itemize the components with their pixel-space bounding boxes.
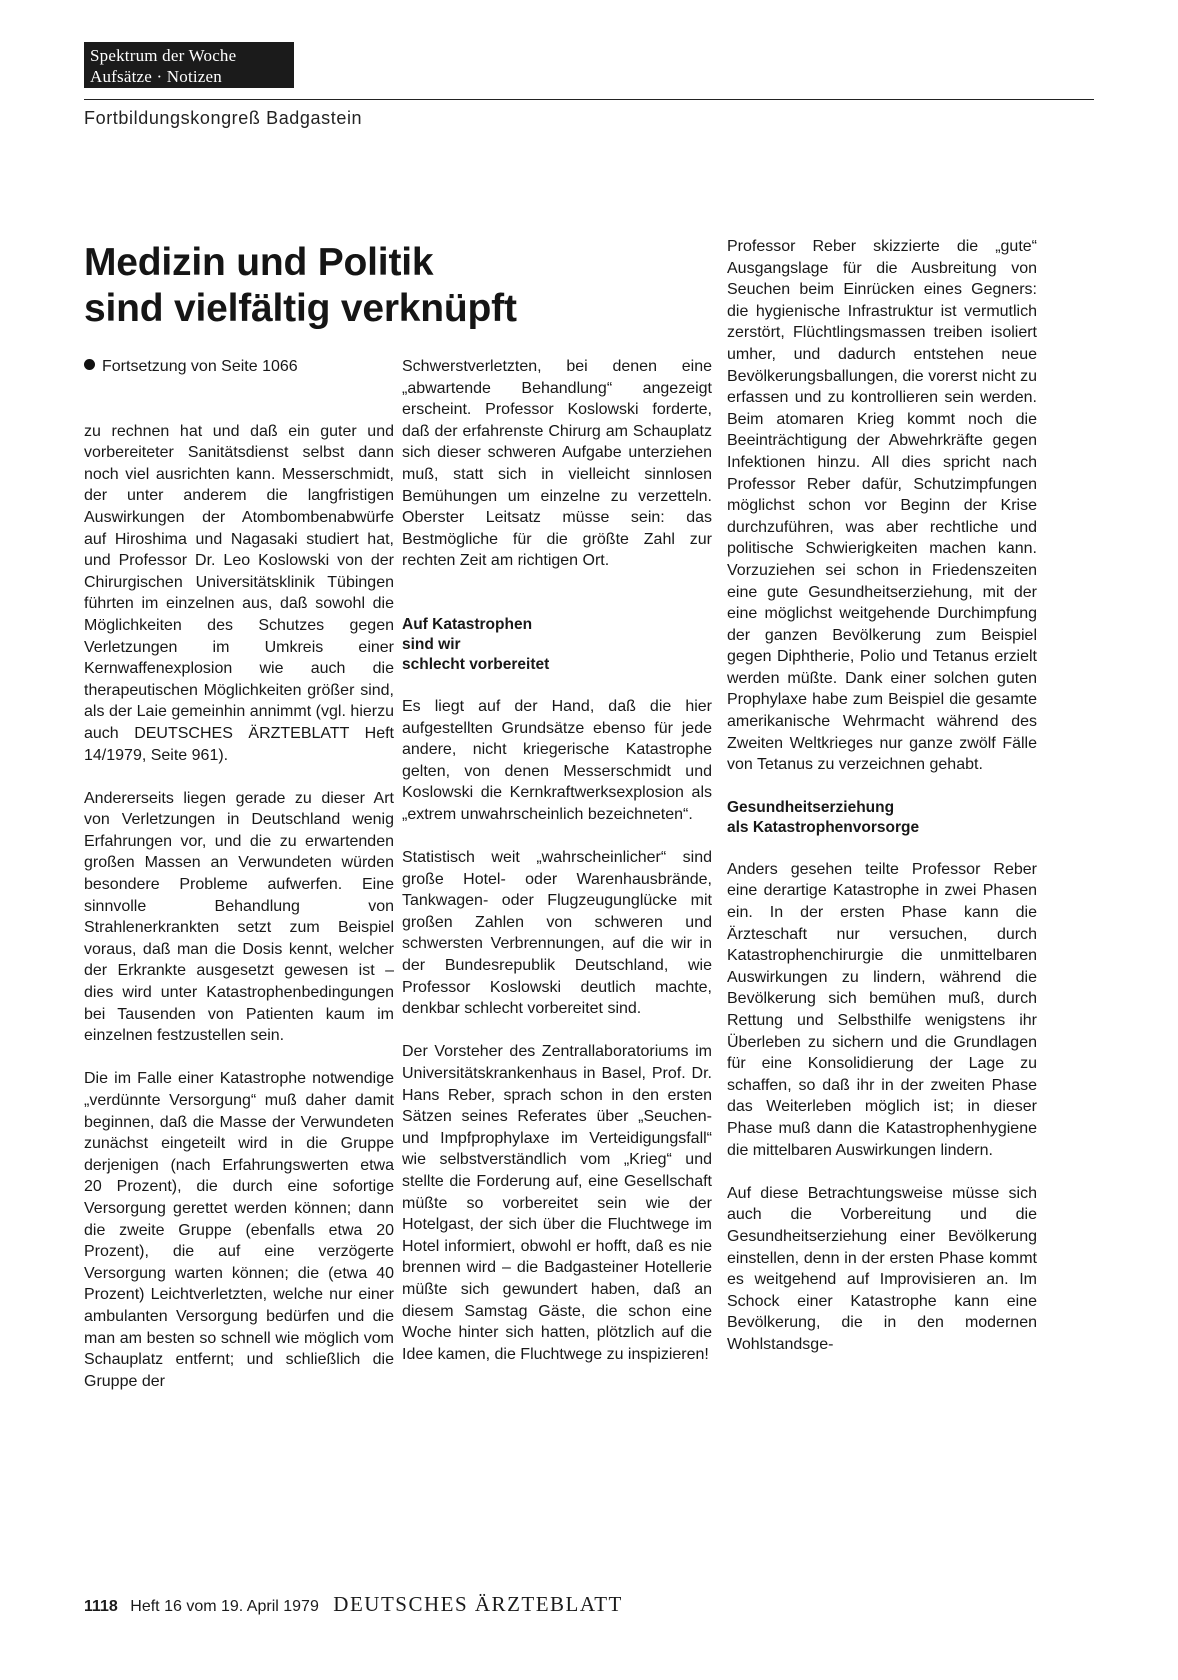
continuation-note	[84, 356, 394, 378]
column-3	[727, 236, 1037, 1377]
section-sublabel: Aufsätze · Notizen	[90, 67, 222, 86]
subheading-line: als Katastrophenvorsorge	[727, 818, 920, 836]
page-number: 1118	[84, 1598, 118, 1615]
subheading	[727, 798, 1037, 838]
paragraph: Statistisch weit „wahrscheinlicher“ sind große Hotel- oder Warenhausbrände, Tankwagen- oder Flugzeugunglücke mit großen Zahlen von schweren und schwersten Verbrennungen, auf die wir in der Bundesrepublik Deutschland, wie Professor Koslowski deutlich machte, denkbar schlecht vorbereitet sind.	[402, 849, 712, 1018]
column-1	[84, 356, 394, 1414]
bullet-icon	[84, 359, 95, 370]
section-badge	[84, 42, 294, 88]
page-footer	[84, 1592, 623, 1617]
subheading-line: Gesundheitserziehung	[727, 798, 895, 816]
paragraph: zu rechnen hat und daß ein guter und vorbereiteter Sanitätsdienst selbst dann noch viel ausrichten kann. Messerschmidt, der unter anderem die langfristigen Auswirkungen der Atombombenabwürfe auf Hiroshima und Nagasaki studiert hat, und Professor Dr. Leo Koslowski von der Chirurgischen Universitätsklinik Tübingen führten im einzelnen aus, daß sowohl die Möglichkeiten des Schutzes gegen Verletzungen im Umkreis einer Kernwaffenexplosion wie auch die therapeutischen Möglichkeiten größer sind, als der Laie gemeinhin annimmt (vgl. hierzu auch DEUTSCHES ÄRZTEBLATT Heft 14/1979, Seite 961).	[84, 422, 394, 764]
headline	[84, 240, 704, 332]
headline-line-1: Medizin und Politik	[84, 241, 434, 284]
headline-line-2: sind vielfältig verknüpft	[84, 287, 517, 330]
section-label: Spektrum der Woche	[90, 46, 237, 65]
paragraph: Auf diese Betrachtungsweise müsse sich auch die Vorbereitung und die Gesundheitserziehung einer Bevölkerung einstellen, denn in der ersten Phase kommt es weitgehend auf Improvisieren an. Im Schock einer Katastrophe kann eine Bevölkerung, die in den modernen Wohlstandsge-	[727, 1184, 1037, 1353]
column-2	[402, 356, 712, 1387]
subheading-line: sind wir	[402, 635, 461, 653]
kicker: Fortbildungskongreß Badgastein	[84, 108, 363, 128]
issue-info: Heft 16 vom 19. April 1979	[130, 1598, 319, 1615]
journal-name: DEUTSCHES ÄRZTEBLATT	[333, 1592, 623, 1616]
paragraph: Schwerstverletzten, bei denen eine „abwartende Behandlung“ angezeigt erscheint. Professor Koslowski forderte, daß der erfahrenste Chirurg am Schauplatz sich dieser schweren Aufgabe unterziehen muß, statt sich in vielleicht sinnlosen Bemühungen um einzelne zu verzetteln. Oberster Leitsatz müsse sein: das Bestmögliche für die größte Zahl zur rechten Zeit am richtigen Ort.	[402, 358, 712, 570]
paragraph: Professor Reber skizzierte die „gute“ Ausgangslage für die Ausbreitung von Seuchen beim Einrücken eines Gegners: die hygienische Infrastruktur ist vermutlich zerstört, Flüchtlingsmassen treiben isoliert umher, und dadurch entstehen neue Bevölkerungsballungen, die vorerst nicht zu erfassen und zu kontrollieren sein werden. Beim atomaren Krieg kommt noch die Beeinträchtigung der Abwehrkräfte gegen Infektionen hinzu. All dies spricht nach Professor Reber dafür, Schutzimpfungen möglichst schon vor Beginn der Krise durchzuführen, was aber rechtliche und politische Schwierigkeiten machen kann. Vorzuziehen sei schon in Friedenszeiten eine gute Gesundheitserziehung, mit der eine möglichst weitgehende Durchimpfung der ganzen Bevölkerung zum Beispiel gegen Diphtherie, Polio und Tetanus erzielt werden müßte. Dank einer solchen guten Prophylaxe habe zum Beispiel die gesamte amerikanische Wehrmacht während des Zweiten Weltkrieges nur ganze zwölf Fälle von Tetanus zu verzeichnen gehabt.	[727, 238, 1037, 774]
paragraph: Die im Falle einer Katastrophe notwendige „verdünnte Versorgung“ muß daher damit beginnen, daß die Masse der Verwundeten zunächst eingeteilt wird in die Gruppe derjenigen (nach Erfahrungswerten etwa 20 Prozent), die durch eine sofortige Versorgung gerettet werden können; dann die zweite Gruppe (ebenfalls etwa 20 Prozent), die auf eine verzögerte Versorgung warten können; die (etwa 40 Prozent) Leichtverletzten, welche nur einer ambulanten Versorgung bedürfen und die man am besten so schnell wie möglich vom Schauplatz entfernt; und schließlich die Gruppe der	[84, 1070, 394, 1390]
subheading-line: Auf Katastrophen	[402, 615, 533, 633]
header-rule	[84, 99, 1094, 100]
paragraph: Es liegt auf der Hand, daß die hier aufgestellten Grundsätze ebenso für jede andere, nicht kriegerische Katastrophe gelten, von denen Messerschmidt und Koslowski die Kernkraftwerksexplosion als „extrem unwahrscheinlich bezeichneten“.	[402, 697, 712, 823]
continuation-text: Fortsetzung von Seite 1066	[102, 358, 298, 375]
subheading	[402, 615, 712, 675]
paragraph: Der Vorsteher des Zentrallaboratoriums im Universitätskrankenhaus in Basel, Prof. Dr. Hans Reber, sprach schon in den ersten Sätzen seines Referates über „Seuchen- und Impfprophylaxe im Verteidigungsfall“ wie selbstverständlich vom „Krieg“ und stellte die Forderung auf, eine Gesellschaft müßte so vorbereitet sein wie der Hotelgast, der sich über die Fluchtwege im Hotel informiert, obwohl er hofft, daß es nie brennen wird – die Badgasteiner Hotellerie müßte sich gewundert haben, daß an diesem Samstag Gäste, die schon eine Woche hinter sich hatten, plötzlich auf die Idee kamen, die Fluchtwege zu inspizieren!	[402, 1043, 712, 1363]
paragraph: Anders gesehen teilte Professor Reber eine derartige Katastrophe in zwei Phasen ein. In der ersten Phase kann die Ärzteschaft nur versuchen, durch Katastrophenchirurgie die unmittelbaren Auswirkungen zu lindern, während die Bevölkerung sich bemühen muß, durch Rettung und Selbsthilfe wenigstens ihr Überleben zu sichern und die Grundlagen für eine Konsolidierung der Lage zu schaffen, so daß ihr in der zweiten Phase das Weiterleben möglich ist; in dieser Phase muß dann die Katastrophenhygiene die mittelbaren Auswirkungen lindern.	[727, 860, 1037, 1159]
subheading-line: schlecht vorbereitet	[402, 655, 550, 673]
paragraph: Andererseits liegen gerade zu dieser Art von Verletzungen in Deutschland wenig Erfahrungen vor, und die zu erwartenden großen Massen an Verwundeten würden besondere Probleme aufwerfen. Eine sinnvolle Behandlung von Strahlenerkrankten setzt zum Beispiel voraus, daß man die Dosis kennt, welcher der Erkrankte ausgesetzt gewesen ist – dies wird unter Katastrophenbedingungen bei Tausenden von Patienten kaum im einzelnen festzustellen sein.	[84, 789, 394, 1045]
